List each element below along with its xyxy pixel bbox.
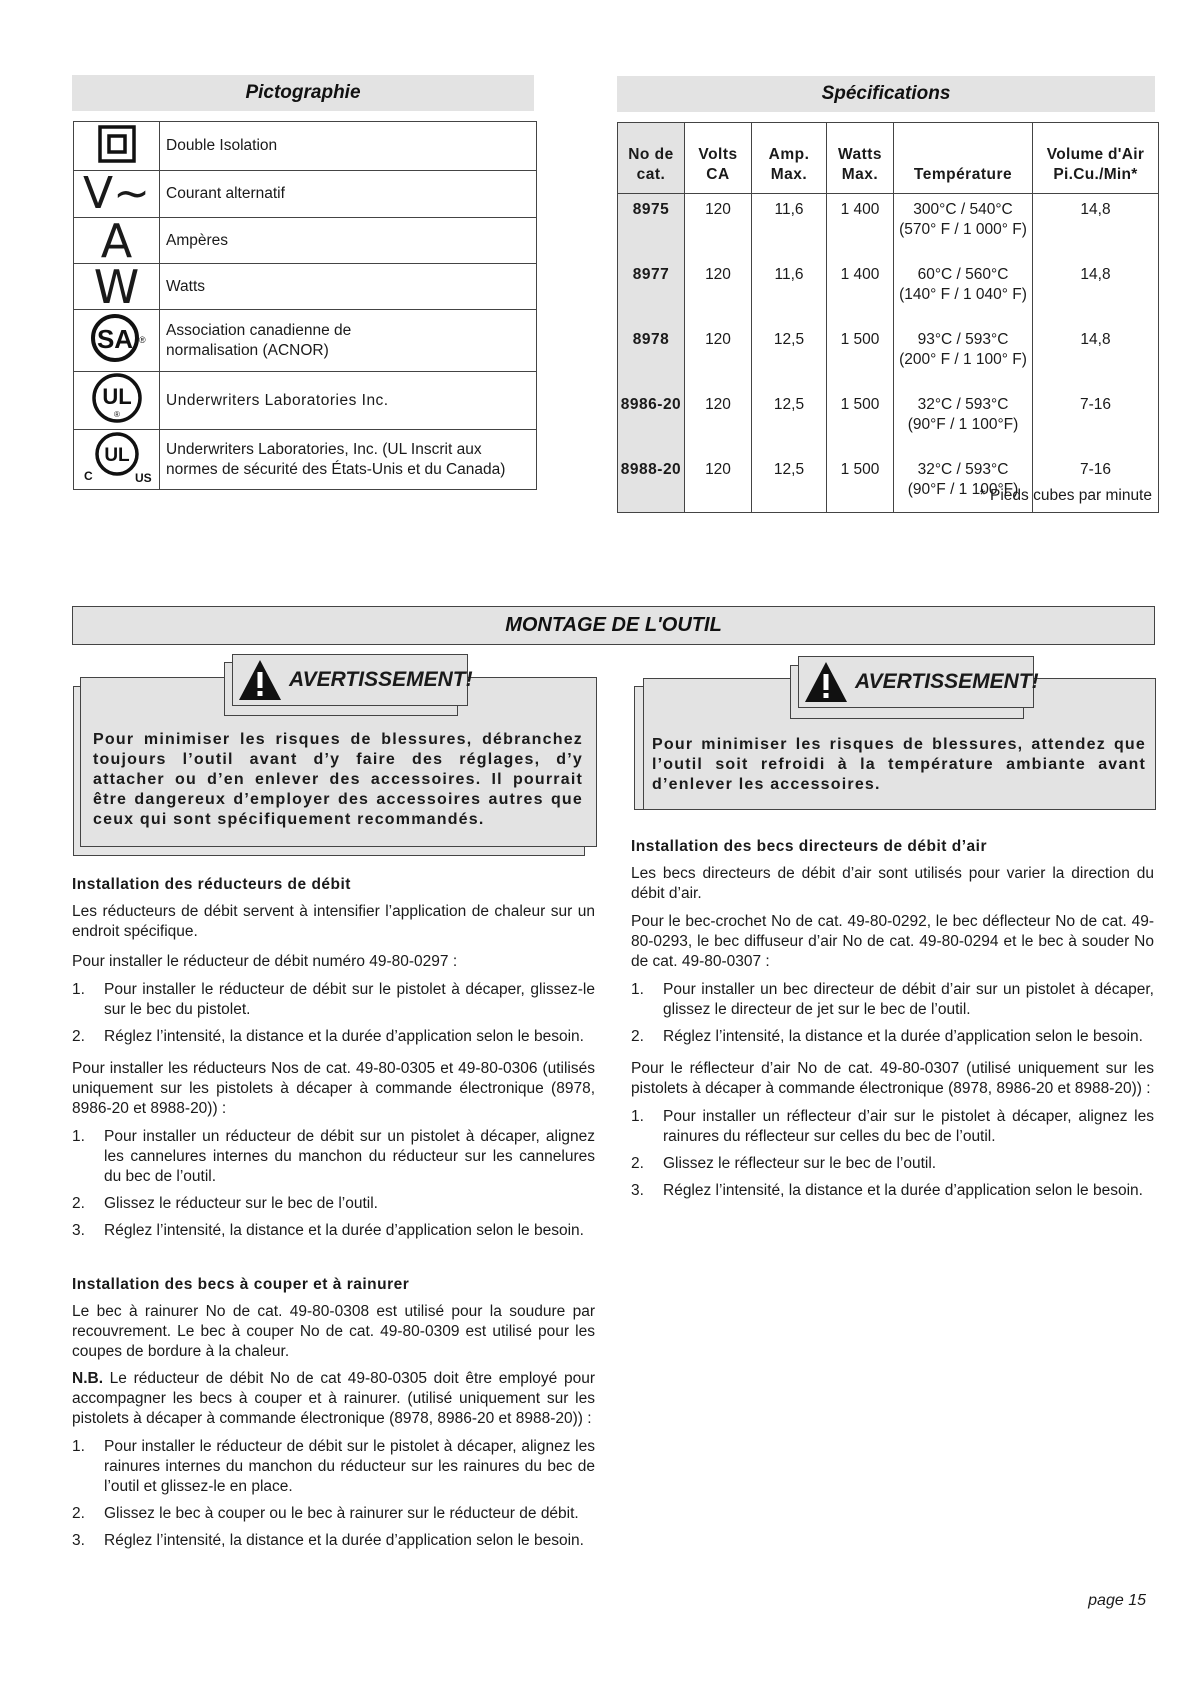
spec-row: [618, 194, 1159, 260]
spec-volume: 14,8: [1033, 324, 1159, 389]
spec-volts: 120: [685, 389, 752, 454]
spec-volume: 14,8: [1033, 259, 1159, 324]
list-item: 2. Glissez le bec à couper ou le bec à rainurer sur le réducteur de débit.: [72, 1505, 579, 1522]
spec-temp: 32°C / 593°C (90°F / 1 100°F): [894, 389, 1033, 454]
pictographie-title: Pictographie: [72, 75, 534, 111]
warning-text-left: Pour minimiser les risques de blessures, débranchez toujours l’outil avant d’y faire des réglages, d’y attacher ou d’en enlever des accessoires. Il pourrait être dangereux d’employer des accessoires autres que ceux qui sont spécifiquement recommandés.: [93, 731, 583, 828]
picto-label: Association canadienne de normalisation (ACNOR): [160, 310, 537, 372]
spec-volume: 7-16: [1033, 389, 1159, 454]
spec-row: [618, 324, 1159, 389]
spec-volts: 120: [685, 454, 752, 513]
spec-amp: 12,5: [752, 454, 827, 513]
warning-label-text: AVERTISSEMENT!: [855, 670, 1039, 693]
list-item: 2. Glissez le réducteur sur le bec de l’outil.: [72, 1195, 378, 1212]
list-item: 1. Pour installer un réducteur de débit sur un pistolet à décaper, alignez les cannelures internes du manchon du réducteur sur les cannelures du bec de l’outil.: [72, 1128, 595, 1185]
spec-header-temperature: Température: [894, 123, 1033, 194]
spec-cat: 8978: [618, 324, 685, 389]
spec-footnote: * Pieds cubes par minute: [979, 487, 1152, 504]
ul-icon: [74, 372, 160, 430]
svg-text:UL: UL: [101, 384, 132, 409]
amperes-icon: [74, 213, 160, 268]
becs-directeurs-heading: Installation des becs directeurs de débit d’air: [631, 838, 987, 855]
picto-label: Ampères: [160, 218, 537, 264]
spec-row: [618, 259, 1159, 324]
warning-text-right: Pour minimiser les risques de blessures, attendez que l’outil soit refroidi à la température ambiante avant d’enlever les accessoires.: [652, 736, 1146, 793]
spec-volume: 7-16: [1033, 454, 1159, 513]
list-item: 3. Réglez l’intensité, la distance et la durée d’application selon le besoin.: [72, 1532, 584, 1549]
reducteurs-heading: Installation des réducteurs de débit: [72, 876, 351, 893]
picto-label: Watts: [160, 264, 537, 310]
list-item: 3. Réglez l’intensité, la distance et la durée d’application selon le besoin.: [631, 1182, 1143, 1199]
warning-label-right: [798, 656, 1039, 708]
spec-amp: 11,6: [752, 259, 827, 324]
spec-header-amp: Amp. Max.: [752, 123, 827, 194]
picto-label: Underwriters Laboratories Inc.: [160, 372, 537, 430]
ac-symbol: V~: [83, 168, 150, 219]
page-number: page 15: [1088, 1592, 1146, 1609]
list-item: 2. Réglez l’intensité, la distance et la durée d’application selon le besoin.: [72, 1028, 584, 1045]
spec-cat: 8977: [618, 259, 685, 324]
spec-temp: 300°C / 540°C (570° F / 1 000° F): [894, 194, 1033, 260]
csa-icon: [74, 310, 160, 372]
spec-volts: 120: [685, 194, 752, 260]
spec-cat: 8988-20: [618, 454, 685, 513]
spec-watts: 1 500: [827, 389, 894, 454]
spec-header-volume: Volume d'Air Pi.Cu./Min*: [1033, 123, 1159, 194]
becs-directeurs-p2: Pour le réflecteur d’air No de cat. 49-80-0307 (utilisé uniquement sur les pistolets à décaper à commande électronique (8978, 8986-20 et 8988-20)) :: [631, 1060, 1154, 1097]
spec-temp: 32°C / 593°C (90°F / 1 100°F): [894, 454, 1033, 513]
spec-volume: 14,8: [1033, 194, 1159, 260]
warning-label-left: [232, 654, 473, 706]
picto-label: Double Isolation: [160, 122, 537, 171]
spec-volts: 120: [685, 259, 752, 324]
spec-header-cat: No de cat.: [618, 123, 685, 194]
double-insulation-icon: [74, 122, 160, 171]
spec-cat: 8986-20: [618, 389, 685, 454]
spec-header-row: [618, 123, 1159, 194]
spec-watts: 1 500: [827, 324, 894, 389]
warning-label-text: AVERTISSEMENT!: [289, 668, 473, 691]
svg-text:C: C: [83, 469, 93, 483]
right-column: [631, 838, 1154, 1201]
spec-header-watts: Watts Max.: [827, 123, 894, 194]
watts-icon: [74, 259, 160, 314]
specifications-table: [617, 122, 1159, 513]
watt-symbol: W: [93, 259, 140, 314]
list-item: 1. Pour installer le réducteur de débit sur le pistolet à décaper, glissez-le sur le bec du pistolet.: [72, 981, 595, 1018]
spec-header-volts: Volts CA: [685, 123, 752, 194]
svg-text:US: US: [134, 471, 152, 485]
spec-amp: 11,6: [752, 194, 827, 260]
specifications-title: Spécifications: [617, 76, 1155, 112]
warning-triangle-icon: [803, 660, 849, 704]
svg-text:UL: UL: [103, 445, 130, 466]
list-item: 1. Pour installer un réflecteur d’air sur le pistolet à décaper, alignez les rainures du réflecteur sur celles du bec de l’outil.: [631, 1108, 1154, 1145]
picto-label: Underwriters Laboratories, Inc. (UL Inscrit aux normes de sécurité des États-Unis et du Canada): [160, 430, 537, 490]
spec-temp: 93°C / 593°C (200° F / 1 100° F): [894, 324, 1033, 389]
spec-temp: 60°C / 560°C (140° F / 1 040° F): [894, 259, 1033, 324]
spec-cat: 8975: [618, 194, 685, 260]
spec-watts: 1 500: [827, 454, 894, 513]
spec-watts: 1 400: [827, 259, 894, 324]
alternating-current-icon: [74, 168, 160, 219]
cul-us-icon: [74, 430, 160, 490]
montage-title: MONTAGE DE L'OUTIL: [72, 606, 1155, 645]
pictographie-table: [73, 121, 537, 490]
left-column: [72, 876, 595, 1551]
list-item: 2. Réglez l’intensité, la distance et la durée d’application selon le besoin.: [631, 1028, 1143, 1045]
becs-couper-heading: Installation des becs à couper et à rainurer: [72, 1276, 410, 1293]
reducteurs-intro: Les réducteurs de débit servent à intensifier l’application de chaleur sur un endroit spécifique.: [72, 903, 595, 940]
becs-couper-nb: N.B. Le réducteur de débit No de cat 49-80-0305 doit être employé pour accompagner les becs à couper et à rainurer. (utilisé uniquement sur les pistolets à décaper à commande électronique (8978, 8986-20 et 8988-20)) :: [72, 1370, 595, 1427]
spec-watts: 1 400: [827, 194, 894, 260]
spec-volts: 120: [685, 324, 752, 389]
becs-directeurs-intro: Les becs directeurs de débit d’air sont utilisés pour varier la direction du débit d’air.: [631, 865, 1154, 902]
picto-label: Courant alternatif: [160, 171, 537, 218]
svg-text:®: ®: [113, 410, 120, 419]
list-item: 1. Pour installer un bec directeur de débit d’air sur un pistolet à décaper, glissez le directeur de jet sur le bec de l’outil.: [631, 981, 1154, 1018]
amp-symbol: A: [100, 213, 133, 268]
reducteurs-p2: Pour installer les réducteurs Nos de cat. 49-80-0305 et 49-80-0306 (utilisés uniquement sur les pistolets à décaper à commande électronique (8978, 8986-20 et 8988-20)) :: [72, 1060, 595, 1117]
warning-triangle-icon: [237, 658, 283, 702]
svg-text:SA: SA: [96, 324, 133, 354]
becs-directeurs-p1: Pour le bec-crochet No de cat. 49-80-0292, le bec déflecteur No de cat. 49-80-0293, le bec diffuseur d’air No de cat. 49-80-0294 et le bec à souder No de cat. 49-80-0307 :: [631, 913, 1154, 970]
list-item: 2. Glissez le réflecteur sur le bec de l’outil.: [631, 1155, 937, 1172]
spec-row: [618, 389, 1159, 454]
list-item: 1. Pour installer le réducteur de débit sur le pistolet à décaper, alignez les rainures internes du manchon du réducteur sur les rainures du bec de l’outil et glissez-le en place.: [72, 1438, 595, 1495]
becs-couper-intro: Le bec à rainurer No de cat. 49-80-0308 est utilisé pour la soudure par recouvrement. Le bec à couper No de cat. 49-80-0309 est utilisé pour les coupes de bordure à la chaleur.: [72, 1303, 595, 1360]
list-item: 3. Réglez l’intensité, la distance et la durée d’application selon le besoin.: [72, 1222, 584, 1239]
spec-amp: 12,5: [752, 324, 827, 389]
spec-amp: 12,5: [752, 389, 827, 454]
svg-text:®: ®: [138, 335, 146, 345]
reducteurs-p1: Pour installer le réducteur de débit numéro 49-80-0297 :: [72, 953, 458, 970]
